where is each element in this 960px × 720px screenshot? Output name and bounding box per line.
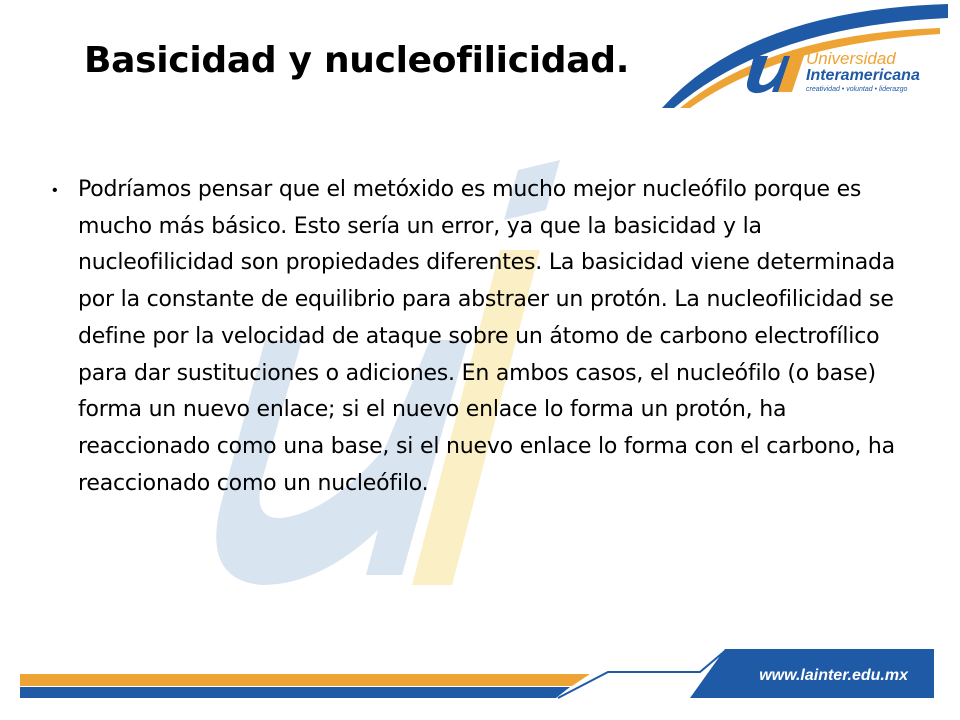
footer-blue-stripe [20,687,570,698]
logo-tagline: creatividad • voluntad • liderazgo [806,86,908,93]
bullet-marker: • [52,182,58,199]
logo-wordmark [806,50,956,94]
footer-orange-stripe [20,674,590,686]
slide-body [50,172,930,502]
logo-line-interamericana: Interamericana [806,67,920,84]
slide-title: Basicidad y nucleofilicidad. [84,40,630,81]
bullet-text: Podríamos pensar que el metóxido es mucho mejor nucleófilo porque es mucho más básico. Esto sería un error, ya que la basicidad y la nucleofilicidad son propiedades diferentes. La basicidad viene determinada por la constante de equilibrio para abstraer un protón. La nucleofilicidad se define por la velocidad de ataque sobre un átomo de carbono electrofílico para dar sustituciones o adiciones. En ambos casos, el nucleófilo (o base) forma un nuevo enlace; si el nuevo enlace lo forma un protón, ha reaccionado como una base, si el nuevo enlace lo forma con el carbono, ha reaccionado como un nucleófilo. [78,177,896,496]
footer-url-link[interactable]: www.lainter.edu.mx [759,667,908,684]
bullet-item [50,172,930,502]
logo-line-universidad: Universidad [806,49,896,68]
